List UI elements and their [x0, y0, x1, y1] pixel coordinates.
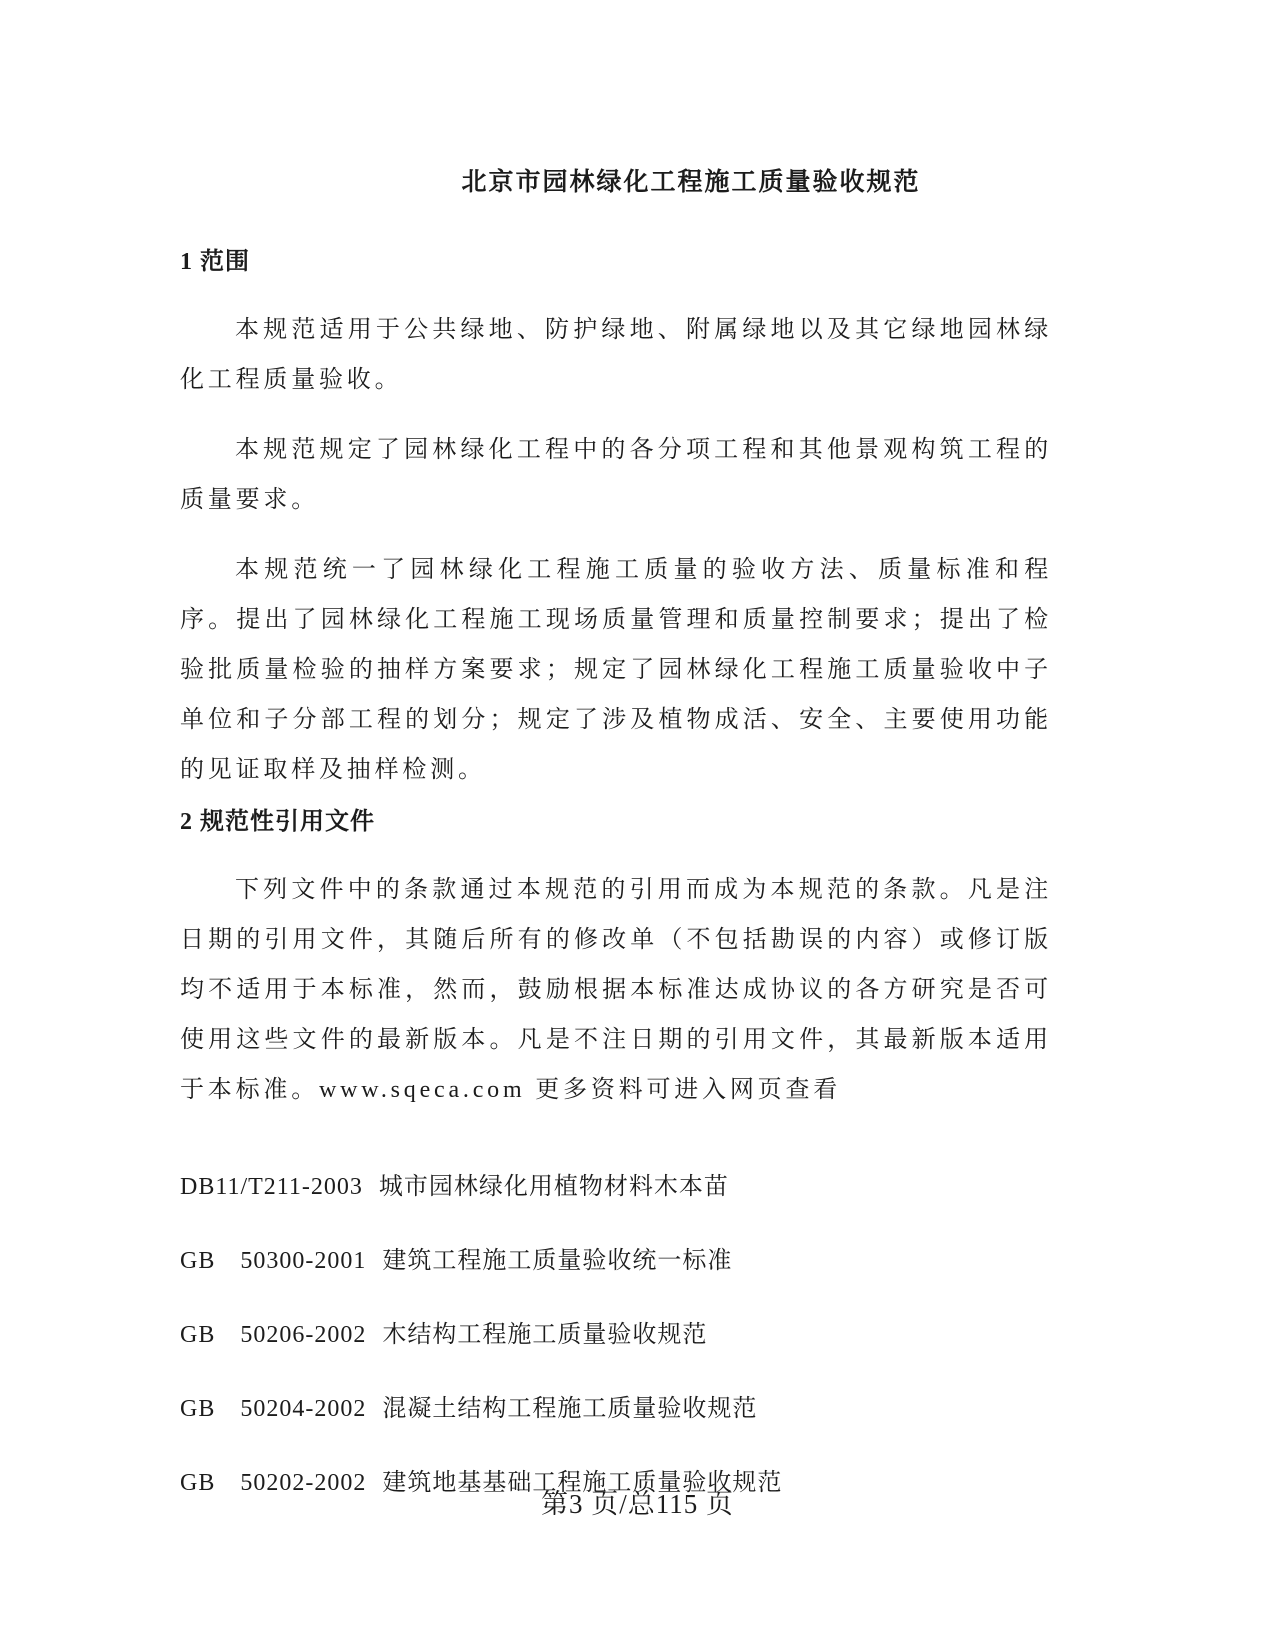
reference-item — [180, 1169, 1052, 1205]
page-number: 第3 页/总115 页 — [541, 1489, 734, 1519]
reference-name: 木结构工程施工质量验收规范 — [382, 1322, 708, 1348]
section-1-paragraph-3: 本规范统一了园林绿化工程施工质量的验收方法、质量标准和程序。提出了园林绿化工程施工现场质量管理和质量控制要求；提出了检验批质量检验的抽样方案要求；规定了园林绿化工程施工质量验收中子单位和子分部工程的划分；规定了涉及植物成活、安全、主要使用功能的见证取样及抽样检测。 — [180, 557, 1052, 783]
document-content — [180, 0, 1052, 1501]
section-1-paragraph-2: 本规范规定了园林绿化工程中的各分项工程和其他景观构筑工程的质量要求。 — [180, 437, 1052, 513]
reference-item — [180, 1391, 1052, 1427]
reference-name: 建筑地基基础工程施工质量验收规范 — [382, 1470, 783, 1496]
section-1-paragraph-1: 本规范适用于公共绿地、防护绿地、附属绿地以及其它绿地园林绿化工程质量验收。 — [180, 317, 1052, 393]
document-title: 北京市园林绿化工程施工质量验收规范 — [461, 169, 921, 196]
reference-list — [180, 1169, 1052, 1501]
section-2-paragraph-1: 下列文件中的条款通过本规范的引用而成为本规范的条款。凡是注日期的引用文件，其随后所有的修改单（不包括勘误的内容）或修订版均不适用于本标准，然而，鼓励根据本标准达成协议的各方研究是否可使用这些文件的最新版本。凡是不注日期的引用文件，其最新版本适用于本标准。www.sqeca.com 更多资料可进入网页查看 — [180, 877, 1052, 1103]
reference-code: GB 50300-2001 — [180, 1248, 367, 1274]
reference-name: 建筑工程施工质量验收统一标准 — [382, 1248, 733, 1274]
reference-item — [180, 1317, 1052, 1353]
section-1-heading: 1 范围 — [180, 249, 250, 275]
section-2-heading: 2 规范性引用文件 — [180, 809, 375, 835]
reference-item — [180, 1243, 1052, 1279]
reference-code: GB 50206-2002 — [180, 1322, 367, 1348]
reference-name: 混凝土结构工程施工质量验收规范 — [382, 1396, 758, 1422]
reference-code: DB11/T211-2003 — [180, 1174, 363, 1200]
reference-code: GB 50204-2002 — [180, 1396, 367, 1422]
reference-name: 城市园林绿化用植物材料木本苗 — [378, 1174, 729, 1200]
reference-code: GB 50202-2002 — [180, 1470, 367, 1496]
